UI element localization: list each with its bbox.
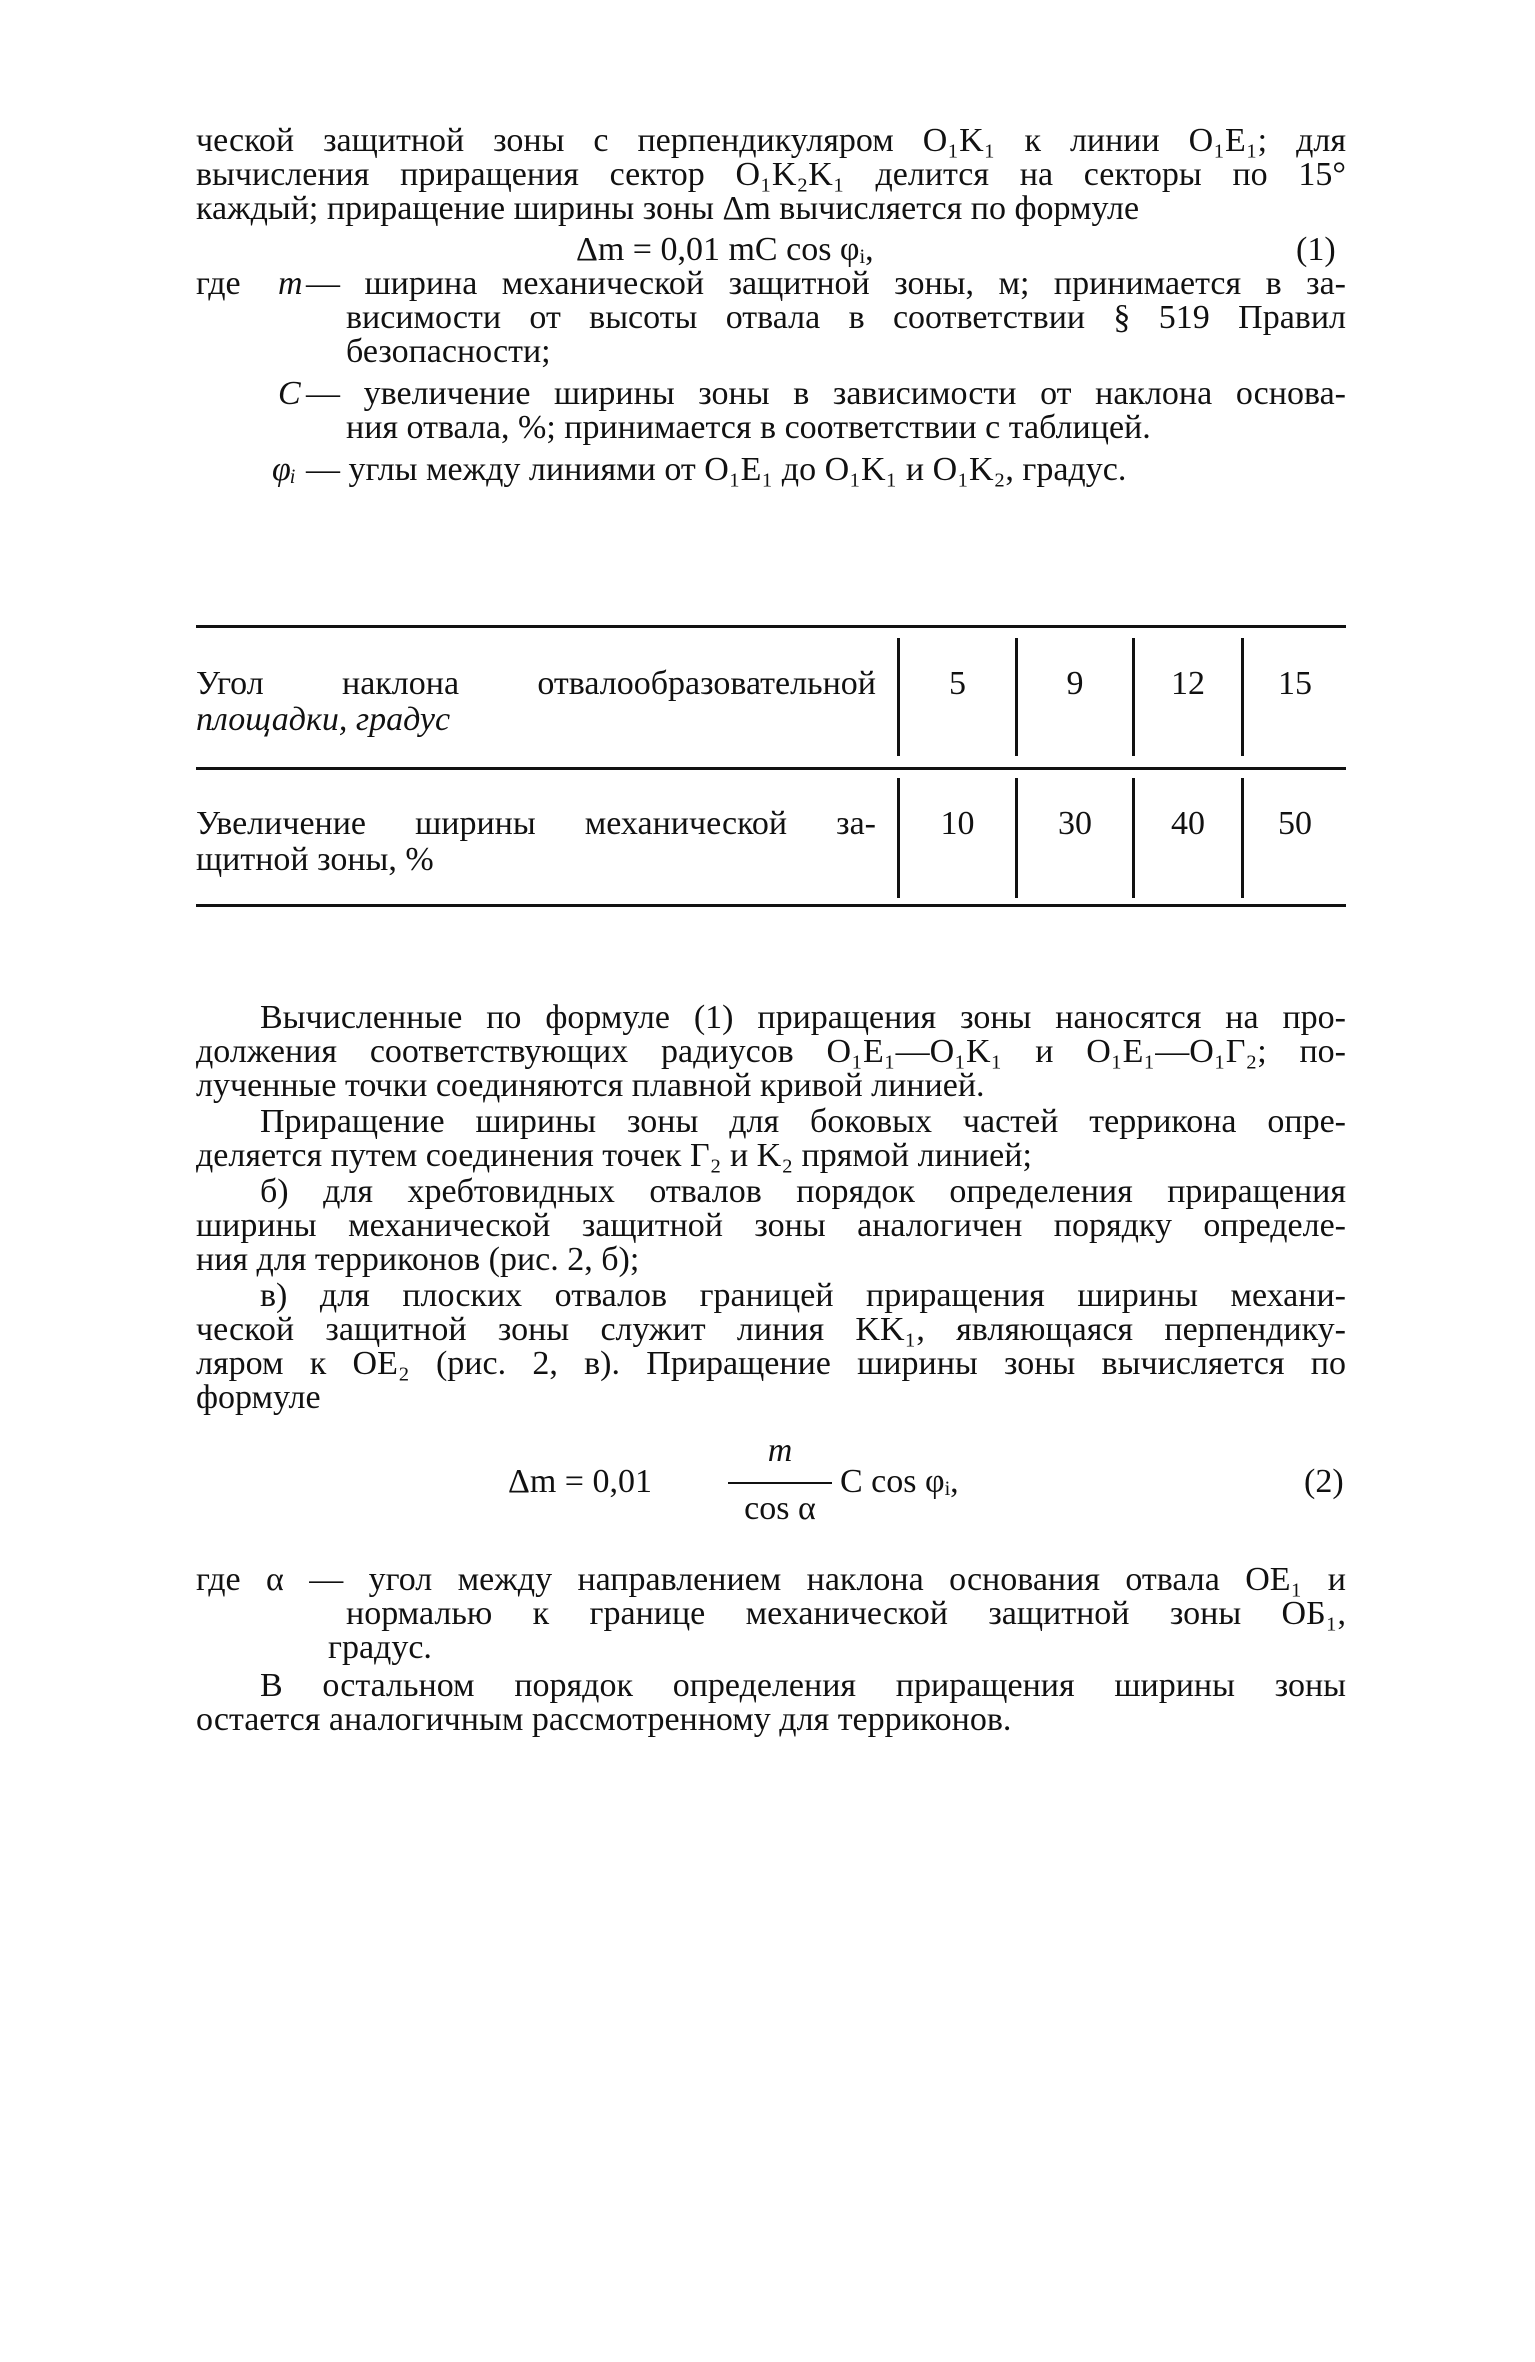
- text-line: нормалью к границе механической защитной зоны OБ₁,: [346, 1595, 1346, 1632]
- text-line: деляется путем соединения точек Г₂ и K₂ прямой линией;: [196, 1137, 1032, 1174]
- text-line: Вычисленные по формуле (1) приращения зоны наносятся на про-: [260, 999, 1346, 1036]
- row-label: Угол наклона отвалообразовательной: [196, 665, 876, 702]
- text-line: ческой защитной зоны с перпендикуляром O₁K₁ к линии O₁E₁; для: [196, 122, 1346, 159]
- text-line: ляром к OE₂ (рис. 2, в). Приращение ширины зоны вычисляется по: [196, 1345, 1346, 1382]
- table-bottom-rule: [196, 904, 1346, 907]
- text-line: ческой защитной зоны служит линия KK₁, являющаяся перпендику-: [196, 1311, 1346, 1348]
- table-top-rule: [196, 625, 1346, 628]
- text-line: формуле: [196, 1379, 321, 1416]
- table-mid-rule: [196, 767, 1346, 770]
- text-line: в) для плоских отвалов границей приращения ширины механи-: [260, 1277, 1346, 1314]
- text-line: б) для хребтовидных отвалов порядок определения приращения: [260, 1173, 1346, 1210]
- table-cell: 9: [1066, 665, 1084, 702]
- text-line: вычисления приращения сектор O₁K₂K₁ делится на секторы по 15°: [196, 156, 1346, 193]
- formula-2-lhs: Δm = 0,01: [508, 1463, 652, 1500]
- formula-2-numerator: m: [767, 1432, 793, 1469]
- text-line: безопасности;: [346, 333, 551, 370]
- table-cell: 10: [940, 805, 975, 842]
- text-line: — ширина механической защитной зоны, м; принимается в за-: [306, 265, 1346, 302]
- text-line: ния для терриконов (рис. 2, б);: [196, 1241, 640, 1278]
- phi-symbol: φᵢ: [272, 451, 297, 488]
- table-cell: 40: [1171, 805, 1205, 842]
- text-line: лученные точки соединяются плавной кривой линией.: [196, 1067, 985, 1104]
- table-cell: 30: [1058, 805, 1092, 842]
- table-cell: 12: [1171, 665, 1205, 702]
- row-label: Увеличение ширины механической за-: [196, 805, 876, 842]
- where-label: где: [196, 265, 241, 302]
- text-line: В остальном порядок определения приращения ширины зоны: [260, 1667, 1346, 1704]
- fraction-bar: [728, 1482, 832, 1484]
- text-line: где α — угол между направлением наклона основания отвала OE₁ и: [196, 1561, 1346, 1598]
- formula-2-denominator: cos α: [744, 1490, 816, 1527]
- text-line: ширины механической защитной зоны аналогичен порядку определе-: [196, 1207, 1346, 1244]
- text-line: висимости от высоты отвала в соответствии § 519 Правил: [346, 299, 1346, 336]
- formula-2-rhs: C cos φᵢ,: [840, 1463, 959, 1500]
- text-line: ния отвала, %; принимается в соответствии с таблицей.: [346, 409, 1151, 446]
- row-label: площадки, градус: [196, 701, 451, 738]
- table-cell: 5: [949, 665, 966, 702]
- formula-2-number: (2): [1304, 1463, 1344, 1500]
- text-line: остается аналогичным рассмотренному для терриконов.: [196, 1701, 1012, 1738]
- text-line: — углы между линиями от O₁E₁ до O₁K₁ и O₁K₂, градус.: [306, 451, 1127, 488]
- text-line: — увеличение ширины зоны в зависимости от наклона основа-: [306, 375, 1346, 412]
- formula-1: Δm = 0,01 mC cos φᵢ,: [576, 231, 874, 268]
- text-line: каждый; приращение ширины зоны Δm вычисляется по формуле: [196, 190, 1140, 227]
- m-symbol: m: [278, 265, 303, 302]
- text-line: должения соответствующих радиусов O₁E₁—O₁K₁ и O₁E₁—O₁Г₂; по-: [196, 1033, 1346, 1070]
- row-label: щитной зоны, %: [196, 841, 434, 878]
- text-line: градус.: [328, 1629, 432, 1666]
- table-cell: 50: [1278, 805, 1312, 842]
- text-line: Приращение ширины зоны для боковых частей террикона опре-: [260, 1103, 1346, 1140]
- c-symbol: C: [278, 375, 301, 412]
- table-cell: 15: [1278, 665, 1312, 702]
- formula-1-number: (1): [1296, 231, 1336, 268]
